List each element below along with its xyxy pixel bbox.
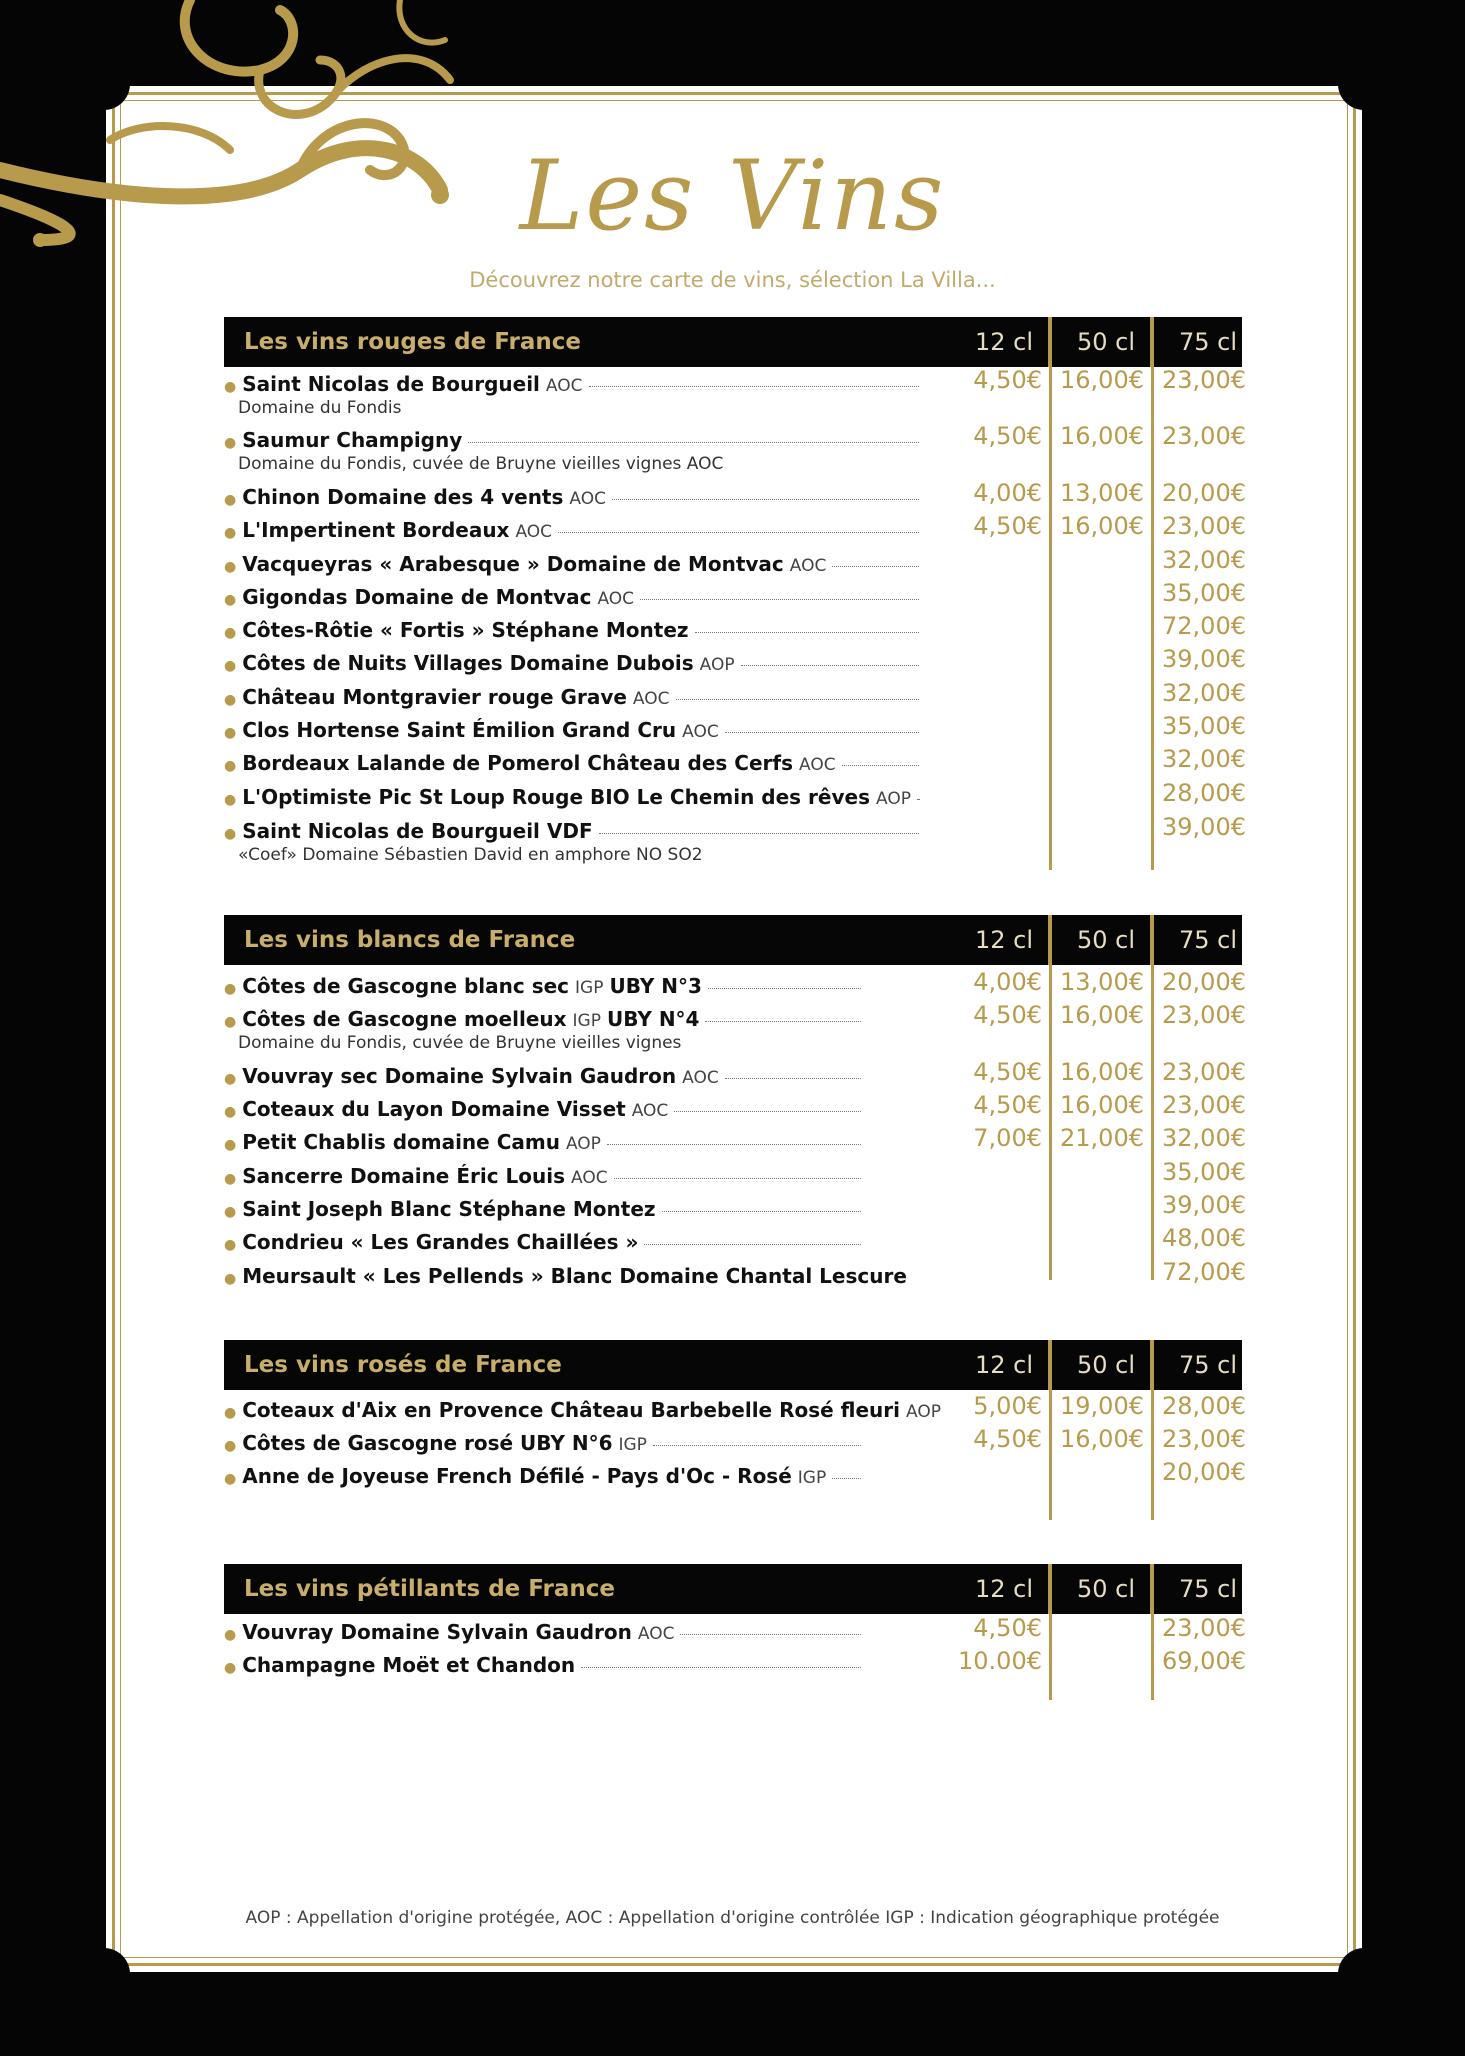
price-12cl: 4,50€ (973, 1091, 1042, 1119)
wine-subtitle: Domaine du Fondis, cuvée de Bruyne vieilles vignes AOC (238, 454, 724, 474)
leader-dots (644, 1244, 861, 1245)
wine-name: Côtes de Gascogne blanc sec (242, 974, 570, 998)
leader-dots (599, 833, 919, 834)
wine-name: Saint Nicolas de Bourgueil VDF (242, 819, 593, 843)
wine-row (224, 512, 1246, 548)
wine-cuvee: UBY N°4 (606, 1007, 700, 1031)
wine-row (224, 1647, 1246, 1683)
bullet-icon: ● (224, 658, 237, 674)
wine-name: Vouvray sec Domaine Sylvain Gaudron (242, 1064, 677, 1088)
wine-row (224, 1158, 1246, 1194)
leader-dots (842, 765, 919, 766)
page-title: Les Vins (519, 140, 946, 252)
column-header: 12 cl (974, 1575, 1034, 1603)
appellation-type: AOC (515, 522, 553, 542)
price-75cl: 23,00€ (1162, 1091, 1246, 1119)
wine-name: Petit Chablis domaine Camu (242, 1130, 560, 1154)
appellation-type: AOC (682, 1068, 719, 1088)
price-75cl: 20,00€ (1162, 1458, 1246, 1486)
column-header: 50 cl (1076, 328, 1136, 356)
column-header: 12 cl (974, 926, 1034, 954)
price-75cl: 23,00€ (1162, 1001, 1246, 1029)
bullet-icon: ● (224, 1237, 237, 1253)
price-75cl: 32,00€ (1162, 679, 1246, 707)
price-75cl: 23,00€ (1162, 366, 1246, 394)
wine-name: Côtes de Gascogne rosé UBY N°6 (242, 1431, 613, 1455)
price-12cl: 4,50€ (973, 366, 1042, 394)
leader-dots (640, 599, 919, 600)
column-header: 75 cl (1178, 926, 1238, 954)
appellation-type: IGP (575, 978, 604, 998)
bullet-icon: ● (224, 1204, 237, 1220)
price-50cl: 16,00€ (1060, 512, 1144, 540)
price-50cl: 16,00€ (1060, 422, 1144, 450)
wine-row (224, 1614, 1246, 1650)
bullet-icon: ● (224, 981, 237, 997)
wine-name: Bordeaux Lalande de Pomerol Château des Cerfs (242, 751, 793, 775)
leader-dots (612, 499, 919, 500)
wine-row (224, 1001, 1246, 1053)
wine-name: Saint Joseph Blanc Stéphane Montez (242, 1197, 656, 1221)
leader-dots (653, 1445, 861, 1446)
wine-row (224, 546, 1246, 582)
section-title: Les vins rosés de France (244, 1352, 562, 1378)
leader-dots (708, 988, 861, 989)
price-12cl: 4,00€ (973, 968, 1042, 996)
appellation-type: IGP (572, 1011, 601, 1031)
wine-name: Clos Hortense Saint Émilion Grand Cru (242, 718, 677, 742)
bullet-icon: ● (224, 1471, 237, 1487)
price-50cl: 13,00€ (1060, 479, 1144, 507)
appellation-type: AOP (906, 1402, 941, 1422)
wine-row (224, 1458, 1246, 1494)
appellation-type: IGP (797, 1468, 827, 1488)
price-12cl: 4,50€ (973, 1058, 1042, 1086)
column-header: 12 cl (974, 1351, 1034, 1379)
leader-dots (607, 1144, 861, 1145)
leader-dots (614, 1178, 861, 1179)
wine-row (224, 422, 1246, 474)
bullet-icon: ● (224, 1438, 237, 1454)
column-header: 50 cl (1076, 1575, 1136, 1603)
bullet-icon: ● (224, 1271, 237, 1287)
price-50cl: 21,00€ (1060, 1124, 1144, 1152)
wine-section (224, 1564, 1246, 1700)
price-75cl: 72,00€ (1162, 1258, 1246, 1286)
wine-name: Côtes de Nuits Villages Domaine Dubois (242, 651, 694, 675)
bullet-icon: ● (224, 435, 237, 451)
wine-row (224, 1224, 1246, 1260)
price-50cl: 19,00€ (1060, 1392, 1144, 1420)
wine-name: Vacqueyras « Arabesque » Domaine de Montvac (242, 552, 784, 576)
leader-dots (832, 1478, 861, 1479)
appellation-type: AOC (571, 1168, 608, 1188)
price-12cl: 4,00€ (973, 479, 1042, 507)
bullet-icon: ● (224, 826, 237, 842)
price-75cl: 23,00€ (1162, 1058, 1246, 1086)
wine-name: Côtes de Gascogne moelleux (242, 1007, 567, 1031)
section-header (224, 317, 1242, 367)
gold-flourish-ornament (0, 0, 480, 300)
leader-dots (725, 1078, 861, 1079)
bullet-icon: ● (224, 1071, 237, 1087)
wine-subtitle: Domaine du Fondis, cuvée de Bruyne vieilles vignes (238, 1033, 682, 1053)
page-subtitle: Découvrez notre carte de vins, sélection La Villa... (469, 268, 996, 292)
wine-name: Gigondas Domaine de Montvac (242, 585, 592, 609)
wine-name: L'Optimiste Pic St Loup Rouge BIO Le Chemin des rêves (242, 785, 870, 809)
price-75cl: 28,00€ (1162, 779, 1246, 807)
leader-dots (581, 1667, 861, 1668)
appellation-type: AOC (632, 689, 670, 709)
price-75cl: 20,00€ (1162, 479, 1246, 507)
price-12cl: 4,50€ (973, 1425, 1042, 1453)
wine-row (224, 1258, 1246, 1294)
bullet-icon: ● (224, 1405, 237, 1421)
appellation-type: AOC (631, 1101, 669, 1121)
wine-row (224, 779, 1246, 815)
appellation-type: AOC (597, 589, 635, 609)
wine-row (224, 579, 1246, 615)
bullet-icon: ● (224, 1137, 237, 1153)
column-header: 75 cl (1178, 328, 1238, 356)
price-75cl: 23,00€ (1162, 1614, 1246, 1642)
price-50cl: 16,00€ (1060, 366, 1144, 394)
appellation-type: AOP (875, 789, 911, 809)
bullet-icon: ● (224, 625, 237, 641)
column-header: 50 cl (1076, 926, 1136, 954)
leader-dots (680, 1634, 861, 1635)
leader-dots (589, 386, 920, 387)
wine-name: Côtes-Rôtie « Fortis » Stéphane Montez (242, 618, 689, 642)
bullet-icon: ● (224, 559, 237, 575)
price-12cl: 10.00€ (958, 1647, 1042, 1675)
column-header: 50 cl (1076, 1351, 1136, 1379)
bullet-icon: ● (224, 592, 237, 608)
price-75cl: 23,00€ (1162, 422, 1246, 450)
bullet-icon: ● (224, 758, 237, 774)
wine-row (224, 1124, 1246, 1160)
leader-dots (468, 442, 919, 443)
bullet-icon: ● (224, 1171, 237, 1187)
wine-name: L'Impertinent Bordeaux (242, 518, 510, 542)
leader-dots (695, 632, 919, 633)
wine-name: Champagne Moët et Chandon (242, 1653, 576, 1677)
wine-row (224, 645, 1246, 681)
price-75cl: 35,00€ (1162, 712, 1246, 740)
price-75cl: 48,00€ (1162, 1224, 1246, 1252)
section-header (224, 1564, 1242, 1614)
wine-row (224, 745, 1246, 781)
appellation-type: AOP (699, 655, 735, 675)
wine-name: Saint Nicolas de Bourgueil (242, 372, 540, 396)
wine-row (224, 679, 1246, 715)
wine-section (224, 915, 1246, 1288)
wine-row (224, 712, 1246, 748)
bullet-icon: ● (224, 725, 237, 741)
wine-subtitle: «Coef» Domaine Sébastien David en amphore NO SO2 (238, 845, 703, 865)
wine-row (224, 366, 1246, 418)
column-header: 75 cl (1178, 1575, 1238, 1603)
wine-row (224, 1392, 1246, 1428)
bullet-icon: ● (224, 379, 237, 395)
price-12cl: 7,00€ (973, 1124, 1042, 1152)
leader-dots (705, 1021, 861, 1022)
wine-name: Vouvray Domaine Sylvain Gaudron (242, 1620, 632, 1644)
wine-row (224, 1425, 1246, 1461)
section-title: Les vins blancs de France (244, 927, 576, 953)
price-75cl: 35,00€ (1162, 579, 1246, 607)
appellation-type: IGP (618, 1435, 647, 1455)
appellation-type: AOC (789, 556, 827, 576)
wine-row (224, 813, 1246, 865)
price-50cl: 16,00€ (1060, 1058, 1144, 1086)
price-75cl: 35,00€ (1162, 1158, 1246, 1186)
price-75cl: 32,00€ (1162, 1124, 1246, 1152)
price-50cl: 16,00€ (1060, 1001, 1144, 1029)
wine-name: Anne de Joyeuse French Défilé - Pays d'Oc - Rosé (242, 1464, 792, 1488)
bullet-icon: ● (224, 792, 237, 808)
wine-subtitle: Domaine du Fondis (238, 398, 402, 418)
section-header (224, 915, 1242, 965)
appellation-type: AOC (545, 376, 583, 396)
wine-row (224, 968, 1246, 1004)
price-75cl: 39,00€ (1162, 645, 1246, 673)
price-12cl: 4,50€ (973, 1001, 1042, 1029)
bullet-icon: ● (224, 1627, 237, 1643)
leader-dots (741, 665, 919, 666)
wine-name: Meursault « Les Pellends » Blanc Domaine Chantal Lescure (242, 1264, 907, 1288)
leader-dots (917, 799, 919, 800)
price-75cl: 32,00€ (1162, 745, 1246, 773)
price-75cl: 23,00€ (1162, 1425, 1246, 1453)
leader-dots (676, 699, 919, 700)
price-50cl: 13,00€ (1060, 968, 1144, 996)
leader-dots (674, 1111, 861, 1112)
price-12cl: 5,00€ (973, 1392, 1042, 1420)
leader-dots (662, 1211, 861, 1212)
wine-cuvee: UBY N°3 (609, 974, 702, 998)
column-header: 75 cl (1178, 1351, 1238, 1379)
price-75cl: 20,00€ (1162, 968, 1246, 996)
appellation-legend: AOP : Appellation d'origine protégée, AOC : Appellation d'origine contrôlée IGP : Indication géographique protégée (245, 1908, 1220, 1928)
section-title: Les vins rouges de France (244, 329, 581, 355)
price-75cl: 39,00€ (1162, 813, 1246, 841)
price-12cl: 4,50€ (973, 512, 1042, 540)
price-75cl: 72,00€ (1162, 612, 1246, 640)
appellation-type: AOP (565, 1134, 601, 1154)
price-75cl: 32,00€ (1162, 546, 1246, 574)
appellation-type: AOC (637, 1624, 675, 1644)
price-75cl: 23,00€ (1162, 512, 1246, 540)
section-header (224, 1340, 1242, 1390)
wine-row (224, 479, 1246, 515)
appellation-type: AOC (798, 755, 836, 775)
bullet-icon: ● (224, 692, 237, 708)
bullet-icon: ● (224, 1104, 237, 1120)
wine-name: Coteaux d'Aix en Provence Château Barbebelle Rosé fleuri (242, 1398, 901, 1422)
price-12cl: 4,50€ (973, 1614, 1042, 1642)
price-75cl: 39,00€ (1162, 1191, 1246, 1219)
wine-row (224, 1191, 1246, 1227)
wine-row (224, 612, 1246, 648)
wine-section (224, 1340, 1246, 1520)
price-50cl: 16,00€ (1060, 1425, 1144, 1453)
appellation-type: AOC (569, 489, 606, 509)
appellation-type: AOC (682, 722, 719, 742)
bullet-icon: ● (224, 525, 237, 541)
leader-dots (832, 566, 919, 567)
bullet-icon: ● (224, 492, 237, 508)
wine-name: Sancerre Domaine Éric Louis (242, 1164, 566, 1188)
wine-name: Coteaux du Layon Domaine Visset (242, 1097, 626, 1121)
bullet-icon: ● (224, 1014, 237, 1030)
price-75cl: 69,00€ (1162, 1647, 1246, 1675)
wine-name: Chinon Domaine des 4 vents (242, 485, 564, 509)
wine-section (224, 317, 1246, 870)
section-title: Les vins pétillants de France (244, 1576, 615, 1602)
price-12cl: 4,50€ (973, 422, 1042, 450)
wine-name: Condrieu « Les Grandes Chaillées » (242, 1230, 639, 1254)
leader-dots (725, 732, 919, 733)
price-75cl: 28,00€ (1162, 1392, 1246, 1420)
wine-row (224, 1058, 1246, 1094)
wine-row (224, 1091, 1246, 1127)
column-header: 12 cl (974, 328, 1034, 356)
price-50cl: 16,00€ (1060, 1091, 1144, 1119)
wine-name: Saumur Champigny (242, 428, 463, 452)
bullet-icon: ● (224, 1660, 237, 1676)
wine-name: Château Montgravier rouge Grave (242, 685, 627, 709)
leader-dots (558, 532, 919, 533)
